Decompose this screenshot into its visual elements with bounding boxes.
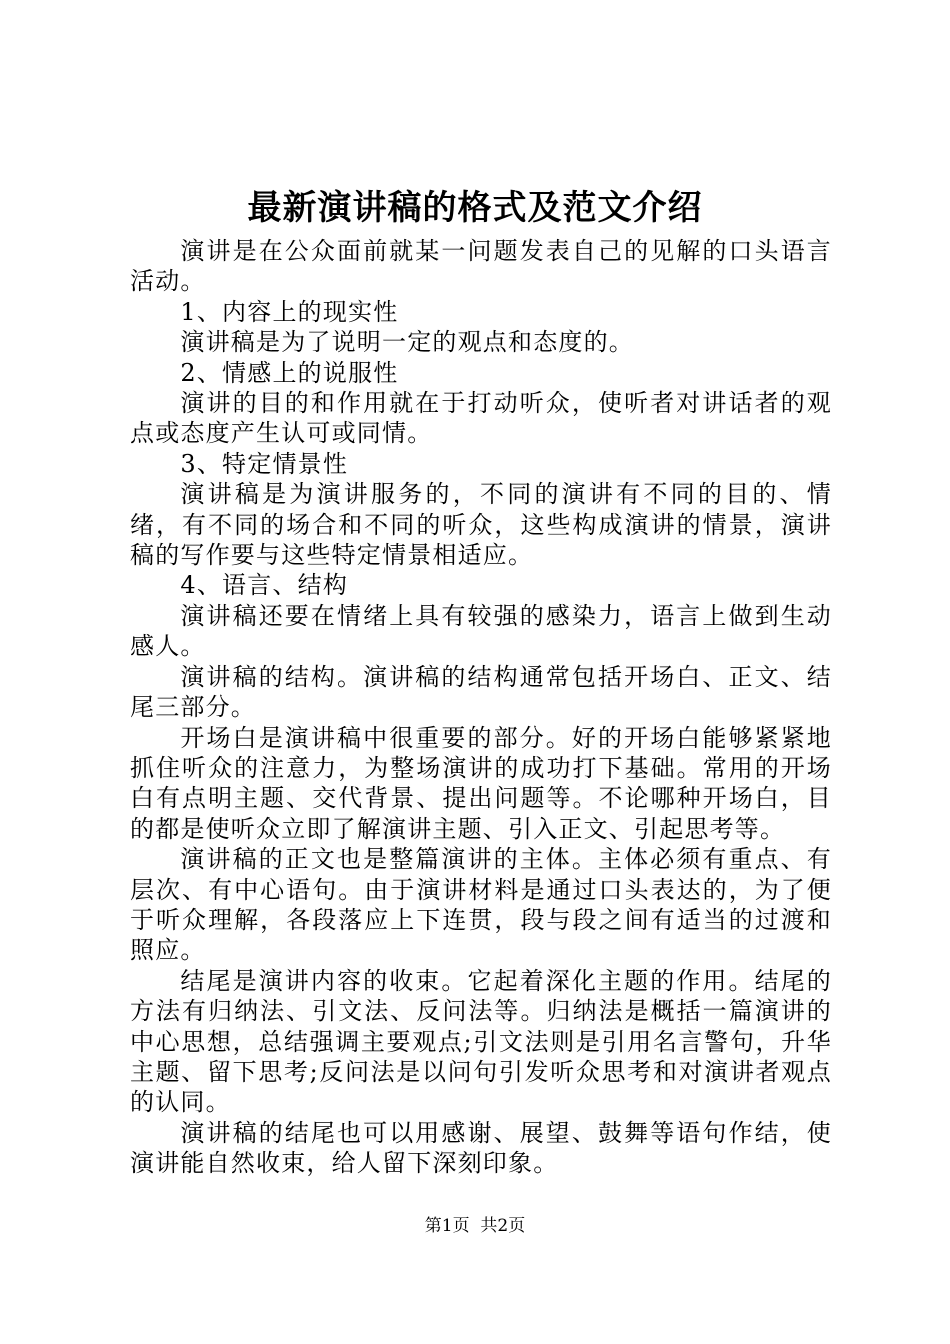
paragraph: 演讲稿的正文也是整篇演讲的主体。主体必须有重点、有层次、有中心语句。由于演讲材料是通过口头表达的，为了便于听众理解，各段落应上下连贯，段与段之间有适当的过渡和照应。 <box>130 845 832 965</box>
document-body <box>130 236 832 1179</box>
paragraph: 演讲稿是为演讲服务的，不同的演讲有不同的目的、情绪，有不同的场合和不同的听众，这些构成演讲的情景，演讲稿的写作要与这些特定情景相适应。 <box>130 480 832 570</box>
page-indicator: 第1页 共2页 <box>424 1216 526 1236</box>
paragraph: 演讲稿的结构。演讲稿的结构通常包括开场白、正文、结尾三部分。 <box>130 662 832 722</box>
paragraph: 演讲稿是为了说明一定的观点和态度的。 <box>180 328 634 357</box>
heading-4: 4、语言、结构 <box>180 571 349 600</box>
paragraph: 演讲稿的结尾也可以用感谢、展望、鼓舞等语句作结，使演讲能自然收束，给人留下深刻印象。 <box>130 1118 832 1178</box>
paragraph: 结尾是演讲内容的收束。它起着深化主题的作用。结尾的方法有归纳法、引文法、反问法等。归纳法是概括一篇演讲的中心思想，总结强调主要观点;引文法则是引用名言警句，升华主题、留下思考;反问法是以问句引发听众思考和对演讲者观点的认同。 <box>130 966 832 1117</box>
heading-3: 3、特定情景性 <box>180 449 349 478</box>
document-title: 最新演讲稿的格式及范文介绍 <box>247 188 703 228</box>
paragraph: 演讲稿还要在情绪上具有较强的感染力，语言上做到生动感人。 <box>130 601 832 661</box>
paragraph: 演讲的目的和作用就在于打动听众，使听者对讲话者的观点或态度产生认可或同情。 <box>130 389 832 448</box>
paragraph-intro: 演讲是在公众面前就某一问题发表自己的见解的口头语言活动。 <box>130 237 832 296</box>
paragraph: 开场白是演讲稿中很重要的部分。好的开场白能够紧紧地抓住听众的注意力，为整场演讲的成功打下基础。常用的开场白有点明主题、交代背景、提出问题等。不论哪种开场白，目的都是使听众立即了解演讲主题、引入正文、引起思考等。 <box>130 723 832 843</box>
heading-2: 2、情感上的说服性 <box>180 358 399 387</box>
page-footer <box>0 1215 950 1237</box>
heading-1: 1、内容上的现实性 <box>180 297 399 326</box>
